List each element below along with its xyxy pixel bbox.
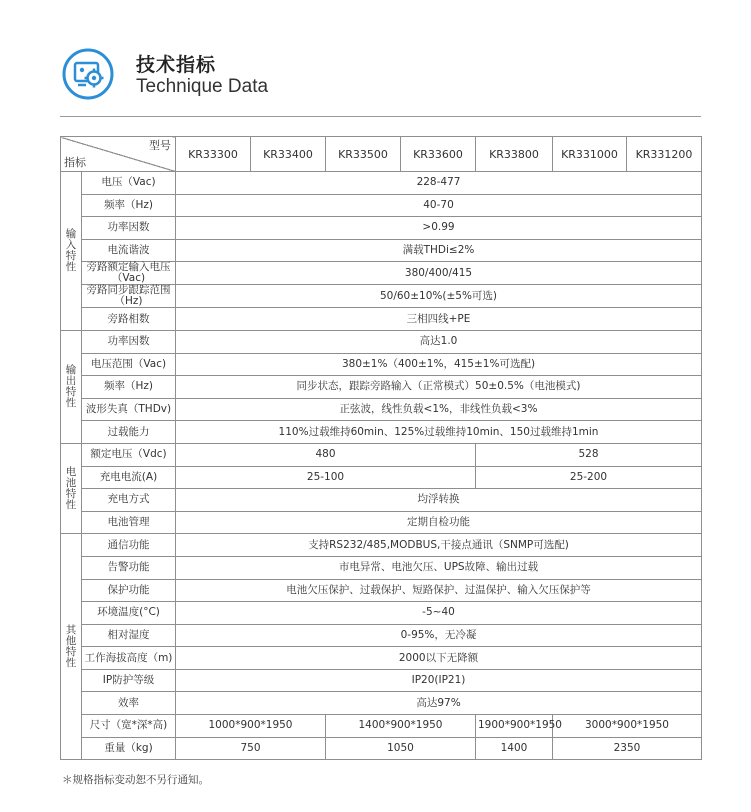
- table-row: [61, 262, 702, 285]
- model-header: KR331200: [627, 137, 702, 172]
- row-value: 市电异常、电池欠压、UPS故障、输出过载: [176, 556, 702, 579]
- row-label: 额定电压（Vdc): [82, 443, 176, 466]
- table-row: [61, 194, 702, 217]
- row-value: 高达97%: [176, 692, 702, 715]
- row-value: 228-477: [176, 172, 702, 195]
- table-row: [61, 398, 702, 421]
- table-row: [61, 217, 702, 240]
- row-value: 1400: [476, 737, 553, 760]
- row-value: 定期自检功能: [176, 511, 702, 534]
- page-title-en: Technique Data: [136, 76, 269, 97]
- group-label-battery: 电 池 特 性: [61, 443, 82, 533]
- table-row: [61, 172, 702, 195]
- row-value: -5~40: [176, 602, 702, 625]
- row-label: 告警功能: [82, 556, 176, 579]
- table-row: [61, 489, 702, 512]
- table-row: [61, 579, 702, 602]
- row-value: 380±1%（400±1%，415±1%可选配): [176, 353, 702, 376]
- model-header: KR33400: [251, 137, 326, 172]
- page-title-cn: 技术指标: [136, 54, 217, 76]
- row-value: 480: [176, 443, 476, 466]
- row-value: 正弦波，线性负载<1%，非线性负载<3%: [176, 398, 702, 421]
- row-value: 三相四线+PE: [176, 308, 702, 331]
- row-label: 保护功能: [82, 579, 176, 602]
- row-label: 电压（Vac): [82, 172, 176, 195]
- corner-model-label: 型号: [149, 139, 171, 152]
- row-value: 40-70: [176, 194, 702, 217]
- model-header: KR33800: [476, 137, 553, 172]
- table-row: [61, 692, 702, 715]
- table-row: [61, 556, 702, 579]
- table-row: [61, 285, 702, 308]
- model-header: KR33500: [326, 137, 401, 172]
- row-label: 频率（Hz): [82, 376, 176, 399]
- row-label: 通信功能: [82, 534, 176, 557]
- table-row: [61, 534, 702, 557]
- table-row: [61, 421, 702, 444]
- row-label: 相对湿度: [82, 624, 176, 647]
- row-label: 充电电流(A): [82, 466, 176, 489]
- table-row: [61, 466, 702, 489]
- spec-table: [60, 136, 702, 760]
- row-label: 电池管理: [82, 511, 176, 534]
- model-header: KR331000: [553, 137, 627, 172]
- row-value: 同步状态，跟踪旁路输入（正常模式）50±0.5%（电池模式): [176, 376, 702, 399]
- row-value: 25-100: [176, 466, 476, 489]
- table-row: [61, 239, 702, 262]
- row-label: 波形失真（THDv): [82, 398, 176, 421]
- row-value: 50/60±10%(±5%可选): [176, 285, 702, 308]
- corner-cell: [61, 137, 176, 172]
- row-value: 1900*900*1950: [476, 715, 553, 738]
- row-label: 旁路额定输入电压（Vac): [82, 262, 176, 285]
- row-label: 充电方式: [82, 489, 176, 512]
- model-header: KR33300: [176, 137, 251, 172]
- header-row: [61, 137, 702, 172]
- table-row: [61, 443, 702, 466]
- row-label: 电压范围（Vac): [82, 353, 176, 376]
- row-value: 3000*900*1950: [553, 715, 702, 738]
- model-header: KR33600: [401, 137, 476, 172]
- row-value: 110%过载维持60min、125%过载维持10min、150过载维持1min: [176, 421, 702, 444]
- divider: [60, 116, 701, 117]
- table-row: [61, 624, 702, 647]
- row-value: 满载THDi≤2%: [176, 239, 702, 262]
- corner-spec-label: 指标: [64, 156, 86, 169]
- row-label: 功率因数: [82, 330, 176, 353]
- table-row: [61, 353, 702, 376]
- row-label: 重量（kg): [82, 737, 176, 760]
- row-value: 均浮转换: [176, 489, 702, 512]
- table-row: [61, 511, 702, 534]
- row-value: 1000*900*1950: [176, 715, 326, 738]
- row-value: 高达1.0: [176, 330, 702, 353]
- row-value: 支持RS232/485,MODBUS,干接点通讯（SNMP可选配): [176, 534, 702, 557]
- row-value: >0.99: [176, 217, 702, 240]
- row-value: 1400*900*1950: [326, 715, 476, 738]
- row-value: 750: [176, 737, 326, 760]
- row-value: IP20(IP21): [176, 669, 702, 692]
- gear-chart-icon: [60, 46, 116, 102]
- table-row: [61, 376, 702, 399]
- table-row: [61, 330, 702, 353]
- row-value: 1050: [326, 737, 476, 760]
- row-label: 功率因数: [82, 217, 176, 240]
- row-value: 528: [476, 443, 702, 466]
- table-row: [61, 647, 702, 670]
- table-row: [61, 602, 702, 625]
- row-value: 380/400/415: [176, 262, 702, 285]
- row-label: IP防护等级: [82, 669, 176, 692]
- row-value: 2350: [553, 737, 702, 760]
- row-value: 2000以下无降额: [176, 647, 702, 670]
- table-row: [61, 737, 702, 760]
- footnote: ＊规格指标变动恕不另行通知。: [62, 774, 209, 786]
- row-label: 过载能力: [82, 421, 176, 444]
- group-label-input: 输 入 特 性: [61, 172, 82, 331]
- row-label: 旁路同步跟踪范围（Hz): [82, 285, 176, 308]
- group-label-output: 输 出 特 性: [61, 330, 82, 443]
- table-row: [61, 669, 702, 692]
- row-label: 效率: [82, 692, 176, 715]
- row-value: 0-95%，无冷凝: [176, 624, 702, 647]
- row-label: 旁路相数: [82, 308, 176, 331]
- table-row: [61, 715, 702, 738]
- table-row: [61, 308, 702, 331]
- row-label: 频率（Hz): [82, 194, 176, 217]
- group-label-other: 其 他 特 性: [61, 534, 82, 760]
- row-label: 环境温度(°C): [82, 602, 176, 625]
- row-value: 电池欠压保护、过载保护、短路保护、过温保护、输入欠压保护等: [176, 579, 702, 602]
- row-label: 电流谐波: [82, 239, 176, 262]
- row-value: 25-200: [476, 466, 702, 489]
- row-label: 尺寸（宽*深*高): [82, 715, 176, 738]
- row-label: 工作海拔高度（m): [82, 647, 176, 670]
